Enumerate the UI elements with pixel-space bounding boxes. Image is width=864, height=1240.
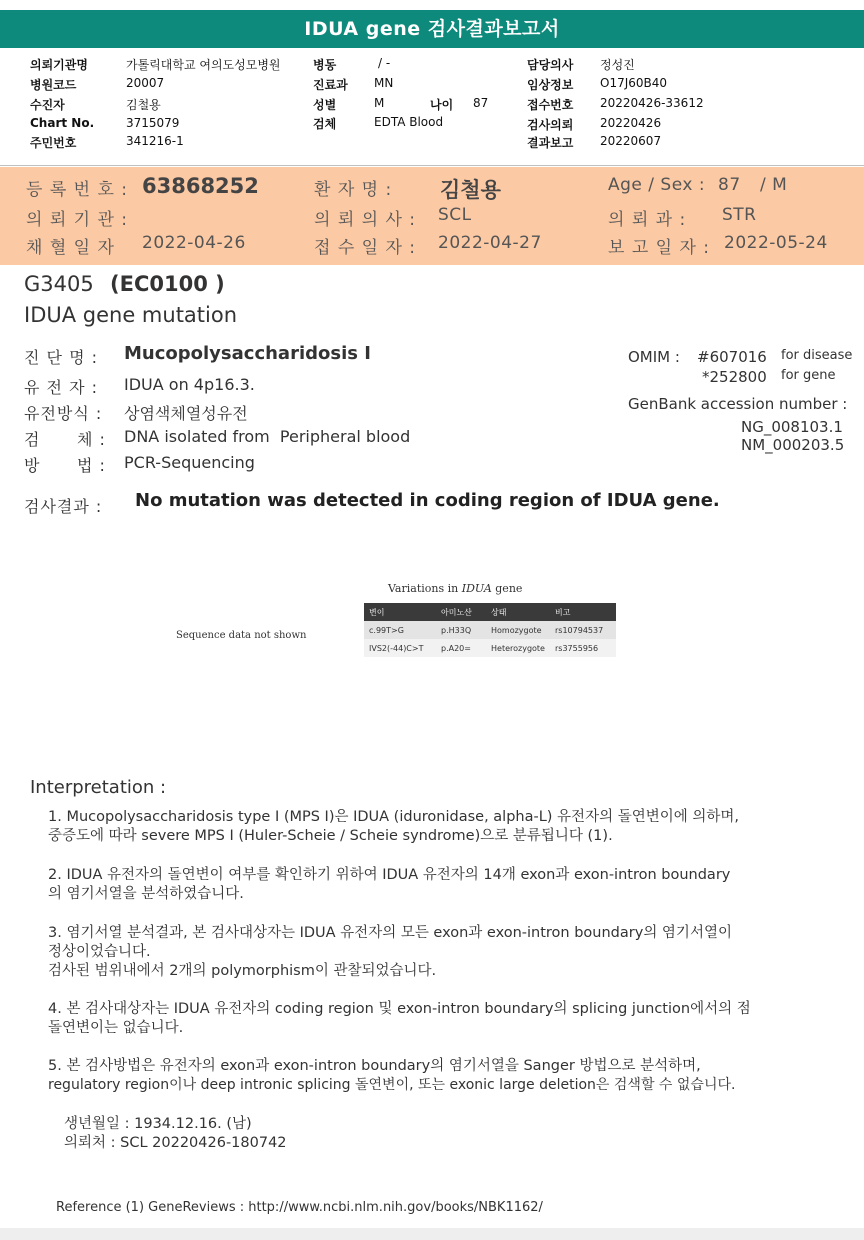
sequence-note: Sequence data not shown: [176, 630, 307, 641]
interpretation-paragraph: [48, 1057, 854, 1095]
table-header-row: [364, 603, 616, 621]
inheritance-label: 유전방식 :: [24, 404, 103, 423]
method-value: PCR-Sequencing: [124, 453, 255, 472]
gene-label: 유 전 자 :: [24, 378, 99, 397]
column-header: 상태: [486, 603, 550, 621]
variations-title-gene: IDUA: [461, 582, 492, 595]
header-label: 성별: [313, 98, 337, 112]
interpretation-paragraph: [48, 866, 848, 904]
collect-date-value: 2022-04-26: [142, 233, 246, 253]
paragraph-line: regulatory region이나 deep intronic splicing 돌연변이, 또는 exonic large deletion은 검색할 수 없습니다.: [48, 1077, 736, 1093]
header-divider: [0, 165, 864, 166]
paragraph-line: 1. Mucopolysaccharidosis type I (MPS I)은 IDUA (iduronidase, alpha-L) 유전자의 돌연변이에 의하며,: [48, 809, 739, 825]
test-name: IDUA gene mutation: [24, 303, 238, 327]
diagnosis-label: 진 단 명 :: [24, 348, 99, 367]
omim-disease-note: for disease: [781, 348, 853, 363]
omim-gene-id: *252800: [702, 368, 767, 386]
header-value: 김철용: [126, 98, 161, 112]
header-value: EDTA Blood: [374, 115, 444, 129]
genbank-accession: NG_008103.1: [741, 418, 843, 436]
paragraph-line: 3. 염기서열 분석결과, 본 검사대상자는 IDUA 유전자의 모든 exon과 exon-intron boundary의 염기서열이: [48, 925, 732, 941]
patient-name-value: 김철용: [440, 178, 501, 202]
paragraph-line: 2. IDUA 유전자의 돌연변이 여부를 확인하기 위하여 IDUA 유전자의 14개 exon과 exon-intron boundary: [48, 867, 731, 883]
patient-band: [0, 167, 864, 265]
header-value: M: [374, 96, 385, 110]
specimen-value: DNA isolated from Peripheral blood: [124, 427, 411, 446]
table-cell: c.99T>G: [364, 621, 436, 639]
header-label: 주민번호: [30, 136, 77, 150]
birth-date: 생년월일 : 1934.12.16. (남): [64, 1116, 252, 1132]
dept-label: 의 뢰 과 :: [608, 210, 687, 230]
report-date-value: 2022-05-24: [724, 233, 828, 253]
age-value: 87: [718, 175, 741, 195]
header-label: 접수번호: [527, 98, 574, 112]
collect-date-label: 채 혈 일 자: [26, 238, 115, 258]
column-header: 비고: [550, 603, 616, 621]
interpretation-paragraph: [48, 1000, 848, 1038]
referral-number: 의뢰처 : SCL 20220426-180742: [64, 1135, 287, 1151]
age-label: 나이: [430, 98, 454, 112]
variations-title-prefix: Variations in: [388, 582, 462, 595]
table-row: [364, 621, 616, 639]
variations-title: [388, 582, 522, 595]
age-value: 87: [473, 96, 489, 110]
table-row: [364, 639, 616, 657]
paragraph-line: 돌연변이는 없습니다.: [48, 1020, 184, 1036]
header-value: 20220607: [600, 134, 662, 148]
header-value: 341216-1: [126, 134, 184, 148]
header-value: MN: [374, 76, 394, 90]
header-value: 20007: [126, 76, 165, 90]
header-label: 수진자: [30, 98, 65, 112]
footer-band: [0, 1228, 864, 1240]
inheritance-value: 상염색체열성유전: [124, 404, 248, 423]
genbank-accession: NM_000203.5: [741, 436, 845, 454]
header-value: 3715079: [126, 116, 180, 130]
receive-date-label: 접 수 일 자 :: [314, 238, 417, 258]
method-label: 방 법 :: [24, 456, 106, 475]
doctor-value: SCL: [438, 205, 472, 225]
interpretation-heading: Interpretation :: [30, 777, 167, 798]
header-label: 병동: [313, 58, 337, 72]
header-label: 담당의사: [527, 58, 574, 72]
reg-no-label: 등 록 번 호 :: [26, 180, 129, 200]
institution-label: 의 뢰 기 관 :: [26, 210, 129, 230]
receive-date-value: 2022-04-27: [438, 233, 542, 253]
header-label: 진료과: [313, 78, 348, 92]
result-value: No mutation was detected in coding region of IDUA gene.: [135, 490, 720, 511]
column-header: 변이: [364, 603, 436, 621]
report-date-label: 보 고 일 자 :: [608, 238, 711, 258]
paragraph-line: 의 염기서열을 분석하였습니다.: [48, 886, 244, 902]
header-label: 검사의뢰: [527, 118, 574, 132]
test-code: G3405: [24, 272, 94, 296]
diagnosis-value: Mucopolysaccharidosis I: [124, 343, 371, 364]
header-label: 의뢰기관명: [30, 58, 88, 72]
header-value: 가톨릭대학교 여의도성모병원: [126, 58, 281, 72]
specimen-label: 검 체 :: [24, 430, 106, 449]
report-title: IDUA gene 검사결과보고서: [0, 10, 864, 48]
header-label: 임상정보: [527, 78, 574, 92]
table-cell: Heterozygote: [486, 639, 550, 657]
paragraph-line: 4. 본 검사대상자는 IDUA 유전자의 coding region 및 exon-intron boundary의 splicing junction에서의 점: [48, 1001, 751, 1017]
table-cell: Homozygote: [486, 621, 550, 639]
header-label: Chart No.: [30, 116, 95, 130]
table-cell: rs3755956: [550, 639, 616, 657]
header-value: 20220426-33612: [600, 96, 704, 110]
table-cell: p.H33Q: [436, 621, 486, 639]
omim-gene-note: for gene: [781, 368, 836, 383]
interpretation-paragraph: [48, 808, 848, 846]
header-value: / -: [378, 56, 391, 70]
reg-no-value: 63868252: [142, 174, 259, 198]
test-ec-code: (EC0100 ): [110, 272, 225, 296]
header-label: 검체: [313, 117, 337, 131]
header-value: 정성진: [600, 58, 635, 72]
sex-value: / M: [760, 175, 788, 195]
variations-title-suffix: gene: [491, 582, 523, 595]
interpretation-paragraph: [48, 924, 848, 981]
reference-line: Reference (1) GeneReviews : http://www.ncbi.nlm.nih.gov/books/NBK1162/: [56, 1200, 543, 1215]
header-label: 병원코드: [30, 78, 77, 92]
table-cell: p.A20=: [436, 639, 486, 657]
header-value: O17J60B40: [600, 76, 668, 90]
header-value: 20220426: [600, 116, 662, 130]
age-sex-label: Age / Sex :: [608, 175, 706, 195]
paragraph-line: 5. 본 검사방법은 유전자의 exon과 exon-intron boundary의 염기서열을 Sanger 방법으로 분석하며,: [48, 1058, 701, 1074]
omim-label: OMIM :: [628, 348, 680, 366]
table-cell: rs10794537: [550, 621, 616, 639]
result-label: 검사결과 :: [24, 497, 103, 516]
table-cell: IVS2(-44)C>T: [364, 639, 436, 657]
doctor-label: 의 뢰 의 사 :: [314, 210, 417, 230]
gene-value: IDUA on 4p16.3.: [124, 375, 255, 394]
paragraph-line: 검사된 범위내에서 2개의 polymorphism이 관찰되었습니다.: [48, 963, 437, 979]
genbank-label: GenBank accession number :: [628, 395, 848, 413]
header-label: 결과보고: [527, 136, 574, 150]
patient-name-label: 환 자 명 :: [314, 180, 393, 200]
header-info: [0, 56, 864, 156]
variations-table: [364, 603, 616, 657]
dept-value: STR: [722, 205, 757, 225]
column-header: 아미노산: [436, 603, 486, 621]
omim-disease-id: #607016: [697, 348, 767, 366]
paragraph-line: 정상이었습니다.: [48, 944, 151, 960]
paragraph-line: 중증도에 따라 severe MPS I (Huler-Scheie / Scheie syndrome)으로 분류됩니다 (1).: [48, 828, 613, 844]
